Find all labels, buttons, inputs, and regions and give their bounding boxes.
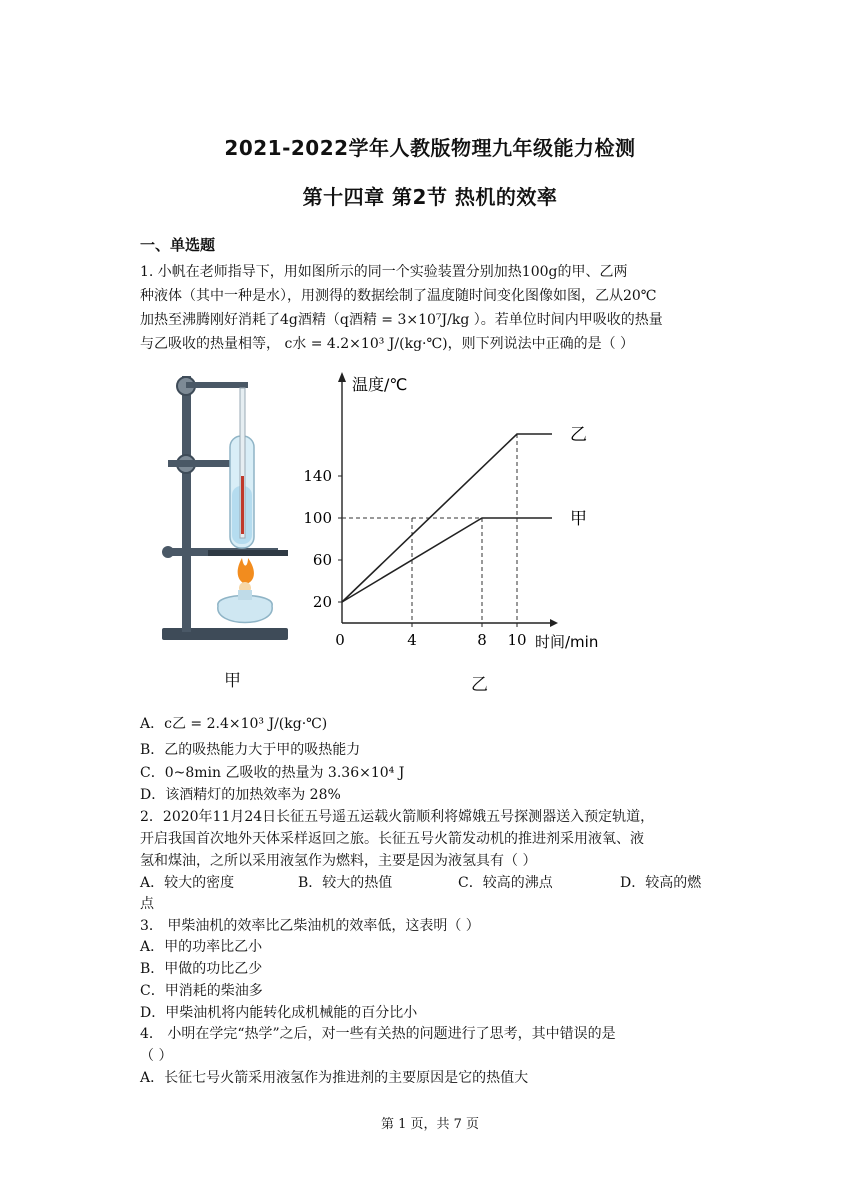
series-line-1 [342, 518, 552, 602]
gauze [208, 550, 288, 556]
x-axis-arrow [550, 619, 558, 627]
page-footer: 第 1 页，共 7 页 [380, 1117, 480, 1132]
y-tick-label-0: 20 [312, 593, 332, 611]
x-tick-label-3: 10 [507, 631, 527, 649]
q4-line-2: （ ） [140, 1048, 173, 1064]
x-tick-label-2: 8 [477, 631, 487, 649]
x-axis-label: 时间/min [535, 633, 599, 651]
y-tick-label-2: 100 [303, 509, 332, 527]
page-subtitle: 第十四章 第2节 热机的效率 [302, 185, 558, 209]
q2-line-1: 2．2020年11月24日长征五号遥五运载火箭顺利将嫦娥五号探测器送入预定轨道， [140, 809, 655, 825]
y-tick-label-1: 60 [312, 551, 332, 569]
q2-option-a: A．较大的密度 [140, 875, 235, 891]
apparatus-illustration [158, 366, 308, 656]
q1-line-4: 与乙吸收的热量相等， c水 = 4.2×10³ J/(kg·℃)，则下列说法中正确的是（ ） [140, 336, 635, 352]
q2-option-d: D．较高的燃 [620, 875, 702, 891]
q1-option-d: D．该酒精灯的加热效率为 28% [140, 787, 341, 803]
thermometer-arm [186, 382, 248, 388]
q1-line-1: 1. 小帆在老师指导下，用如图所示的同一个实验装置分别加热100g的甲、乙两 [140, 264, 628, 280]
q2-options-row [140, 873, 701, 893]
stand-rod [182, 376, 191, 632]
y-tick-label-3: 140 [303, 467, 332, 485]
stand-base [162, 628, 288, 640]
lamp-neck [238, 590, 252, 600]
q2-line-3: 氢和煤油，之所以采用液氢作为燃料，主要是因为液氢具有（ ） [140, 853, 537, 869]
q3-option-b: B．甲做的功比乙少 [140, 961, 263, 977]
section-heading: 一、单选题 [140, 236, 216, 254]
q2-line-2: 开启我国首次地外天体采样返回之旅。长征五号火箭发动机的推进剂采用液氧、液 [140, 831, 644, 847]
y-axis-label: 温度/℃ [352, 375, 408, 394]
q2-option-c: C．较高的沸点 [458, 875, 553, 891]
q2-option-wrap: 点 [140, 896, 154, 912]
q2-option-b: B．较大的热值 [298, 875, 393, 891]
temperature-time-chart [300, 362, 620, 662]
figure-label-left: 甲 [224, 671, 241, 691]
q4-option-a: A．长征七号火箭采用液氢作为推进剂的主要原因是它的热值大 [140, 1070, 529, 1086]
page-title: 2021-2022学年人教版物理九年级能力检测 [224, 136, 636, 160]
x-tick-label-0: 0 [335, 631, 345, 649]
q4-line-1: 4． 小明在学完“热学”之后，对一些有关热的问题进行了思考，其中错误的是 [140, 1026, 616, 1042]
figure-label-right: 乙 [471, 675, 488, 695]
y-axis-arrow [338, 372, 346, 382]
thermometer-mercury [241, 476, 244, 534]
q3-line: 3． 甲柴油机的效率比乙柴油机的效率低，这表明（ ） [140, 918, 480, 934]
flame [238, 558, 254, 584]
x-tick-label-1: 4 [407, 631, 417, 649]
q1-option-b: B．乙的吸热能力大于甲的吸热能力 [140, 742, 361, 758]
q1-line-3: 加热至沸腾刚好消耗了4g酒精（q酒精 = 3×10⁷J/kg ）。若单位时间内甲吸收的热量 [140, 312, 663, 328]
series-label-1: 甲 [570, 509, 587, 529]
q3-option-c: C．甲消耗的柴油多 [140, 983, 263, 999]
q3-option-a: A．甲的功率比乙小 [140, 939, 263, 955]
q1-line-2: 种液体（其中一种是水），用测得的数据绘制了温度随时间变化图像如图，乙从20℃ [140, 288, 657, 304]
q1-option-c: C．0~8min 乙吸收的热量为 3.36×10⁴ J [140, 765, 405, 781]
q1-option-a: A．c乙 = 2.4×10³ J/(kg·℃) [140, 716, 328, 732]
q3-option-d: D．甲柴油机将内能转化成机械能的百分比小 [140, 1005, 418, 1021]
series-label-0: 乙 [570, 425, 587, 445]
q1-figure [150, 362, 630, 702]
